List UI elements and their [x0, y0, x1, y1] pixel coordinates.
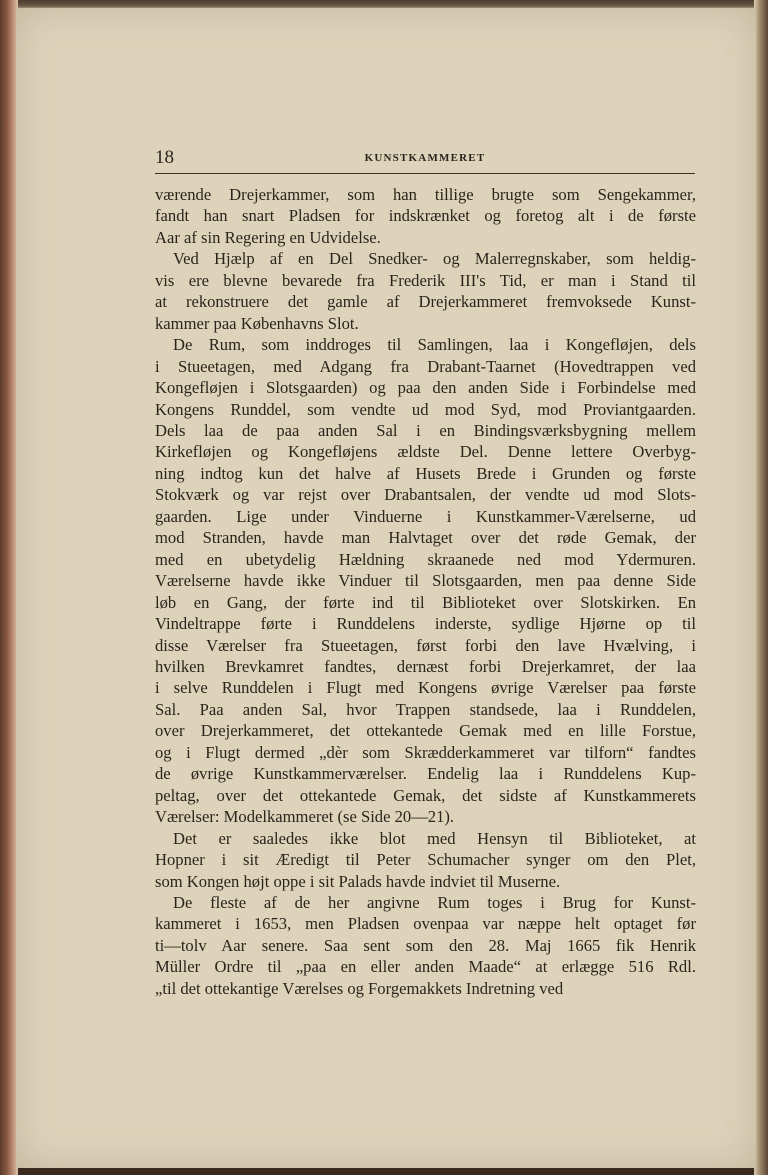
text-line: Kirkefløjen og Kongefløjens ældste Del. Denne lettere Overbyg-	[155, 442, 696, 462]
text-line: Ved Hjælp af en Del Snedker- og Malerregnskaber, som heldig-	[173, 249, 696, 269]
text-line: peltag, over det ottekantede Gemak, det sidste af Kunstkammerets	[155, 785, 696, 805]
text-line: Dels laa de paa anden Sal i en Bindingsværksbygning mellem	[155, 420, 696, 440]
text-line: Værelserne havde ikke Vinduer til Slotsgaarden, men paa denne Side	[155, 571, 696, 591]
text-line: kammer paa Københavns Slot.	[155, 313, 359, 333]
text-line: at rekonstruere det gamle af Drejerkammeret fremvoksede Kunst-	[155, 292, 696, 312]
paragraph	[155, 334, 696, 827]
text-line: Hopner i sit Æredigt til Peter Schumacher synger om den Plet,	[155, 850, 696, 870]
text-line: Værelser: Modelkammeret (se Side 20—21).	[155, 807, 455, 827]
text-line: De Rum, som inddroges til Samlingen, laa i Kongefløjen, dels	[173, 335, 696, 355]
paragraph	[155, 828, 696, 892]
text-line: de øvrige Kunstkammerværelser. Endelig laa i Runddelens Kup-	[155, 764, 696, 784]
text-line: ti—tolv Aar senere. Saa sent som den 28. Maj 1665 fik Henrik	[155, 935, 696, 955]
paragraph	[155, 184, 696, 248]
text-line: mod Stranden, havde man Halvtaget over det røde Gemak, der	[155, 528, 696, 548]
text-line: i selve Runddelen i Flugt med Kongens øvrige Værelser paa første	[155, 678, 696, 698]
text-line: Kongens Runddel, som vendte ud mod Syd, mod Proviantgaarden.	[155, 399, 696, 419]
text-line: Müller Ordre til „paa en eller anden Maade“ at erlægge 516 Rdl.	[155, 957, 696, 977]
running-title: KUNSTKAMMERET	[364, 152, 486, 164]
text-line: i Stueetagen, med Adgang fra Drabant-Taarnet (Hovedtrappen ved	[155, 356, 696, 376]
text-line: „til det ottekantige Værelses og Forgemakkets Indretning ved	[155, 978, 564, 998]
text-line: vis ere blevne bevarede fra Frederik III's Tid, er man i Stand til	[155, 270, 696, 290]
paragraph	[155, 248, 696, 334]
text-line: løb en Gang, der førte ind til Biblioteket over Slotskirken. En	[155, 592, 696, 612]
text-line: disse Værelser fra Stueetagen, først forbi den lave Hvælving, i	[155, 635, 696, 655]
text-line: som Kongen højt oppe i sit Palads havde indviet til Muserne.	[155, 871, 561, 891]
text-line: Aar af sin Regering en Udvidelse.	[155, 227, 381, 247]
text-line: Vindeltrappe førte i Runddelens inderste, sydlige Hjørne op til	[155, 614, 696, 634]
text-line: Kongefløjen i Slotsgaarden) og paa den anden Side i Forbindelse med	[155, 378, 696, 398]
page-header	[155, 147, 695, 174]
text-line: værende Drejerkammer, som han tillige brugte som Sengekammer,	[155, 185, 696, 204]
paragraph	[155, 892, 696, 999]
text-line: De fleste af de her angivne Rum toges i Brug for Kunst-	[173, 892, 696, 912]
text-line: fandt han snart Pladsen for indskrænket og foretog alt i de første	[155, 206, 696, 226]
book-right-edge	[754, 0, 768, 1175]
text-line: over Drejerkammeret, det ottekantede Gemak med en lille Forstue,	[155, 721, 696, 741]
text-line: Stokværk og var rejst over Drabantsalen, der vendte ud mod Slots-	[155, 485, 696, 505]
text-line: gaarden. Lige under Vinduerne i Kunstkammer-Værelserne, ud	[155, 506, 696, 526]
text-line: Det er saaledes ikke blot med Hensyn til Biblioteket, at	[173, 828, 696, 848]
text-line: ning indtog kun det halve af Husets Brede i Grunden og første	[155, 463, 696, 483]
text-line: og i Flugt dermed „dèr som Skrædderkammeret var tilforn“ fandtes	[155, 742, 696, 762]
text-line: hvilken Brevkamret fandtes, dernæst forbi Drejerkamret, der laa	[155, 656, 696, 676]
text-line: med en ubetydelig Hældning skraanede ned mod Ydermuren.	[155, 549, 696, 569]
page-number: 18	[155, 147, 174, 168]
body-text	[155, 184, 696, 999]
text-line: Sal. Paa anden Sal, hvor Trappen standsede, laa i Runddelen,	[155, 699, 696, 719]
text-line: kammeret i 1653, men Pladsen ovenpaa var næppe helt optaget før	[155, 914, 696, 934]
